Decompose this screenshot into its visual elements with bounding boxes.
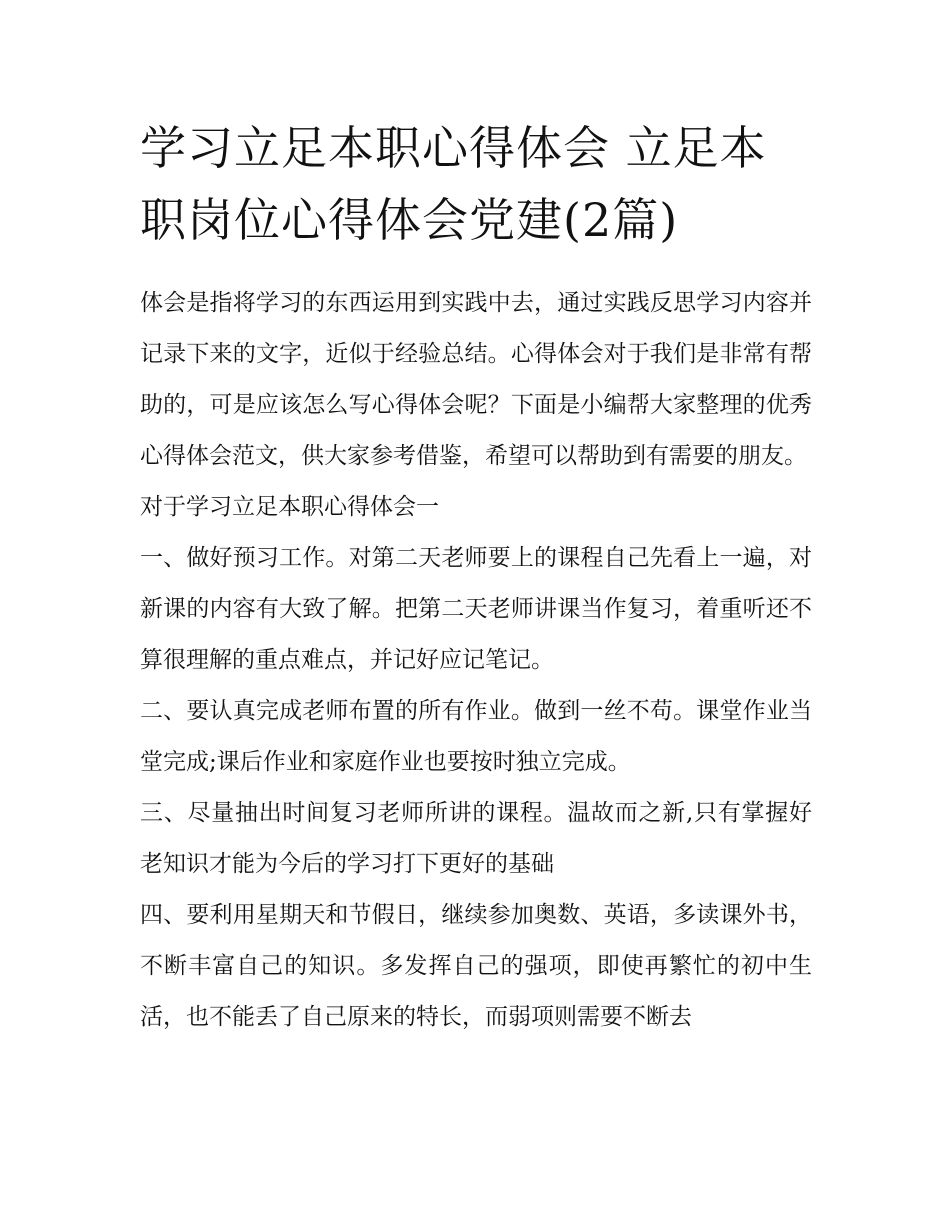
point-four-paragraph: 四、要利用星期天和节假日，继续参加奥数、英语，多读课外书，不断丰富自己的知识。多发挥自己的强项，即使再繁忙的初中生活，也不能丢了自己原来的特长，而弱项则需要不断去: [140, 902, 812, 1030]
document-body: [140, 278, 812, 1043]
point-two-paragraph: 二、要认真完成老师布置的所有作业。做到一丝不苟。课堂作业当堂完成;课后作业和家庭作业也要按时独立完成。: [140, 698, 812, 775]
document-title: 学习立足本职心得体会 立足本职岗位心得体会党建(2篇): [140, 121, 767, 247]
point-three-paragraph: 三、尽量抽出时间复习老师所讲的课程。温故而之新,只有掌握好老知识才能为今后的学习打下更好的基础: [140, 800, 812, 877]
document-page: [140, 112, 812, 1043]
point-one-paragraph: 一、做好预习工作。对第二天老师要上的课程自己先看上一遍，对新课的内容有大致了解。把第二天老师讲课当作复习，着重听还不算很理解的重点难点，并记好应记笔记。: [140, 545, 812, 673]
intro-paragraph: 体会是指将学习的东西运用到实践中去，通过实践反思学习内容并记录下来的文字，近似于经验总结。心得体会对于我们是非常有帮助的，可是应该怎么写心得体会呢？下面是小编帮大家整理的优秀心得体会范文，供大家参考借鉴，希望可以帮助到有需要的朋友。: [140, 290, 812, 469]
section-heading: 对于学习立足本职心得体会一: [140, 494, 439, 520]
